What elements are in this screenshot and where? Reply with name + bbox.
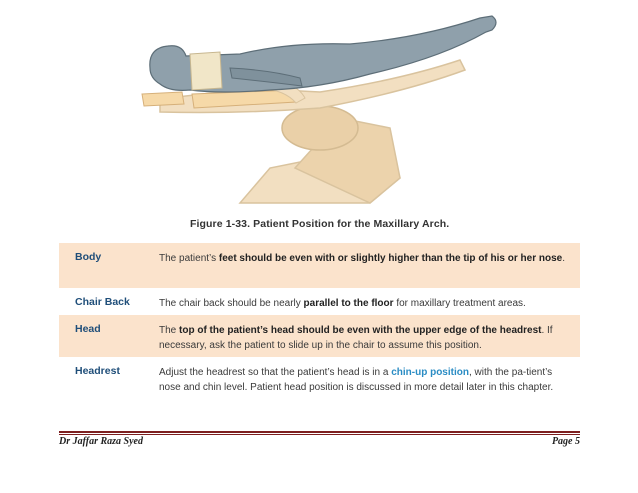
row-term: Chair Back — [75, 296, 130, 308]
footer-rule-thin — [59, 434, 580, 435]
row-term: Headrest — [75, 365, 120, 377]
row-term: Head — [75, 323, 101, 335]
row-description — [159, 296, 580, 309]
desc-text: The chair back should be nearly — [159, 298, 304, 309]
desc-emphasis: top of the patient’s head should be even with the upper edge of the headrest — [179, 325, 542, 336]
footer-rule — [59, 431, 580, 433]
desc-emphasis: feet should be even with or slightly higher than the tip of his or her nose — [218, 253, 563, 264]
desc-text: . If necessary, ask the patient to slide up in the chair to assume this position. — [159, 325, 553, 351]
row-term: Body — [75, 251, 102, 263]
table-row — [59, 357, 580, 423]
footer-page-number: Page 5 — [551, 436, 580, 447]
patient-chair-illustration — [120, 8, 520, 214]
row-description — [159, 251, 580, 282]
desc-text: , with the pa-tient’s nose and chin level. Patient head position is discussed in more detail later in this chapter. — [159, 367, 554, 393]
desc-text: The patient’s — [159, 253, 219, 264]
footer-author: Dr Jaffar Raza Syed — [59, 436, 143, 447]
table-row — [59, 243, 580, 288]
table-row — [59, 315, 580, 357]
table-row — [59, 288, 580, 315]
desc-text: . — [562, 253, 566, 264]
desc-text: for maxillary treatment areas. — [393, 298, 526, 309]
positioning-table — [59, 243, 580, 423]
desc-text: Adjust the headrest so that the patient’s head is in a — [159, 367, 392, 378]
desc-emphasis: parallel to the floor — [303, 298, 394, 309]
patient-bib — [190, 52, 222, 90]
desc-highlight: chin-up position — [391, 367, 469, 378]
row-description — [159, 323, 580, 351]
desc-text: The — [159, 325, 180, 336]
chair-hub — [282, 106, 358, 150]
figure-caption: Figure 1-33. Patient Position for the Maxillary Arch. — [190, 218, 450, 230]
row-description — [159, 365, 580, 417]
headrest — [142, 92, 184, 106]
